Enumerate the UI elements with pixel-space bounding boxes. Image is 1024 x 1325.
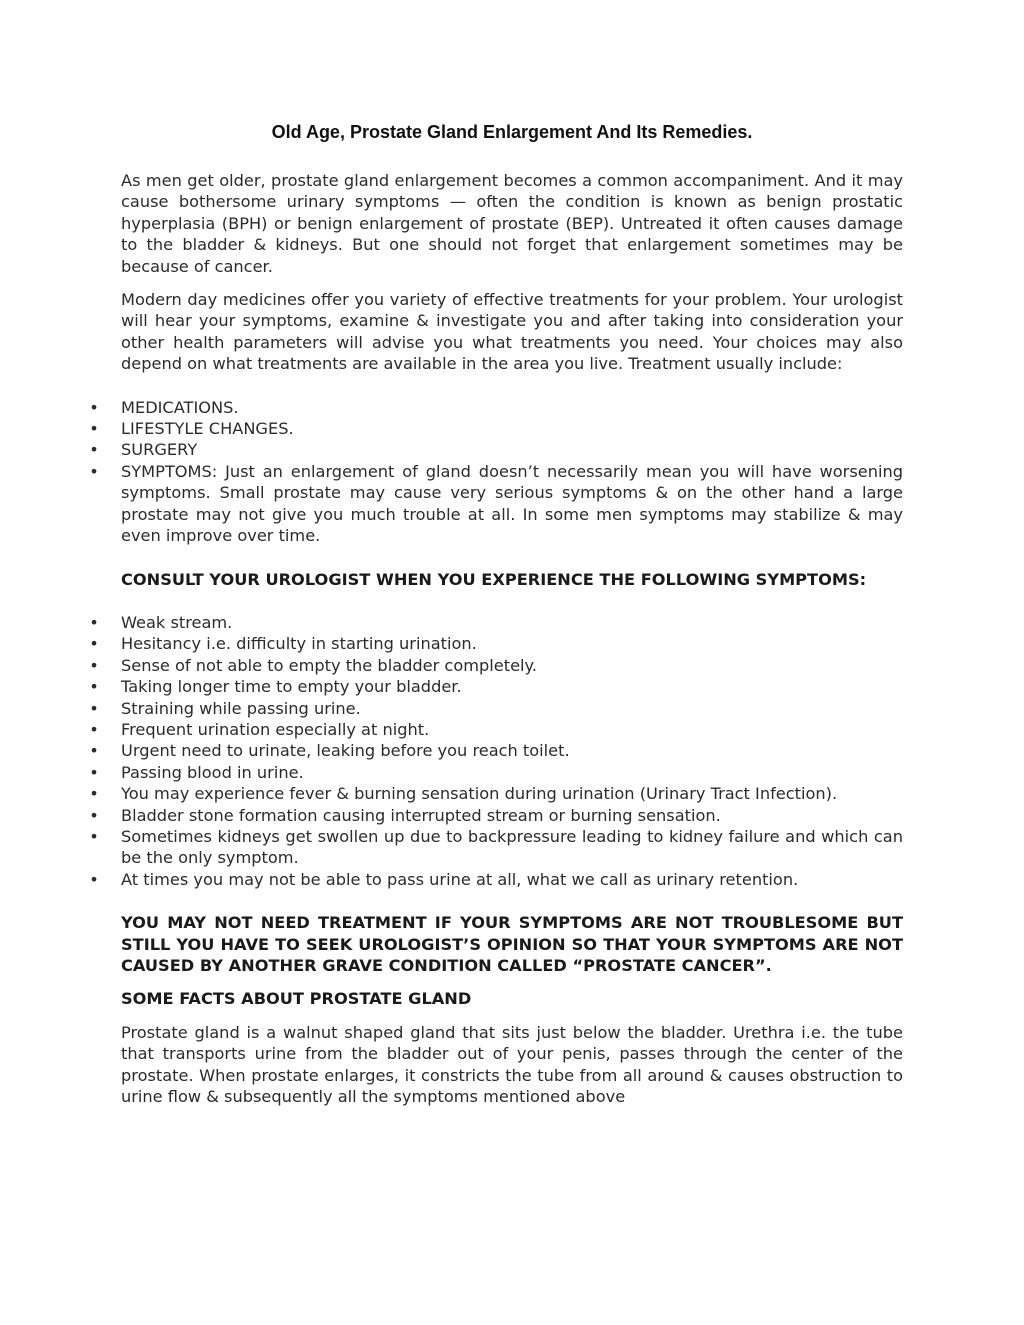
list-item [89, 719, 903, 740]
bullet-icon: • [89, 440, 99, 460]
list-item-text: Frequent urination especially at night. [121, 719, 430, 739]
list-item-text: LIFESTYLE CHANGES. [121, 419, 294, 439]
symptom-list [89, 612, 903, 890]
document-body [89, 170, 903, 1107]
bullet-icon: • [89, 655, 99, 675]
bullet-icon: • [89, 719, 99, 739]
bullet-icon: • [89, 461, 99, 481]
list-item [89, 655, 903, 676]
list-item-text: Hesitancy i.e. difficulty in starting urination. [121, 634, 477, 654]
list-item [89, 869, 903, 890]
list-item-text: Taking longer time to empty your bladder. [121, 677, 462, 697]
bullet-icon: • [89, 805, 99, 825]
list-item-text: At times you may not be able to pass urine at all, what we call as urinary retention. [121, 869, 799, 889]
list-item [89, 676, 903, 697]
list-item-text: Sometimes kidneys get swollen up due to backpressure leading to kidney failure and which can be the only symptom. [121, 826, 903, 868]
list-item-text: Passing blood in urine. [121, 762, 304, 782]
bullet-icon: • [89, 698, 99, 718]
list-item [89, 633, 903, 654]
facts-paragraph: Prostate gland is a walnut shaped gland that sits just below the bladder. Urethra i.e. the tube that transports urine from the bladder out of your penis, passes through the center of the prostate. When prostate enlarges, it constricts the tube from all around & causes obstruction to urine flow & subsequently all the symptoms mentioned above [121, 1022, 903, 1107]
bullet-icon: • [89, 612, 99, 632]
bullet-icon: • [89, 419, 99, 439]
bullet-icon: • [89, 741, 99, 761]
bullet-icon: • [89, 397, 99, 417]
bullet-icon: • [89, 762, 99, 782]
list-item-text: Bladder stone formation causing interrupted stream or burning sensation. [121, 805, 721, 825]
list-item-text: You may experience fever & burning sensation during urination (Urinary Tract Infection). [121, 784, 838, 804]
bullet-icon: • [89, 826, 99, 846]
intro-paragraph: As men get older, prostate gland enlargement becomes a common accompaniment. And it may cause bothersome urinary symptoms — often the condition is known as benign prostatic hyperplasia (BPH) or benign enlargement of prostate (BEP). Untreated it often causes damage to the bladder & kidneys. But one should not forget that enlargement sometimes may be because of cancer. [121, 171, 903, 276]
consult-heading: CONSULT YOUR UROLOGIST WHEN YOU EXPERIENCE THE FOLLOWING SYMPTOMS: [121, 569, 867, 589]
list-item [89, 461, 903, 547]
facts-heading: SOME FACTS ABOUT PROSTATE GLAND [121, 989, 472, 1009]
warning-heading: YOU MAY NOT NEED TREATMENT IF YOUR SYMPTOMS ARE NOT TROUBLESOME BUT STILL YOU HAVE TO SEEK UROLOGIST’S OPINION SO THAT YOUR SYMPTOMS ARE NOT CAUSED BY ANOTHER GRAVE CONDITION CALLED “PROSTATE CANCER”. [121, 913, 903, 975]
document-title: Old Age, Prostate Gland Enlargement And Its Remedies. [271, 122, 753, 142]
treatment-paragraph: Modern day medicines offer you variety of effective treatments for your problem. Your urologist will hear your symptoms, examine & investigate you and after taking into consideration your other health parameters will advise you what treatments you need. Your choices may also depend on what treatments are available in the area you live. Treatment usually include: [121, 290, 903, 374]
treatment-list [89, 397, 903, 547]
bullet-icon: • [89, 677, 99, 697]
list-item [89, 612, 903, 633]
list-item [89, 698, 903, 719]
list-item [89, 740, 903, 761]
list-item-text: Sense of not able to empty the bladder completely. [121, 655, 537, 675]
list-item-text: Urgent need to urinate, leaking before you reach toilet. [121, 741, 570, 761]
list-item-text: Weak stream. [121, 612, 233, 632]
list-item [89, 826, 903, 869]
list-item [89, 439, 903, 460]
list-item-text: SURGERY [121, 440, 198, 460]
list-item-text: SYMPTOMS: Just an enlargement of gland doesn’t necessarily mean you will have worsening symptoms. Small prostate may cause very serious symptoms & on the other hand a large prostate may not give you much trouble at all. In some men symptoms may stabilize & may even improve over time. [121, 461, 903, 546]
bullet-icon: • [89, 869, 99, 889]
list-item-text: MEDICATIONS. [121, 397, 239, 417]
list-item [89, 805, 903, 826]
list-item [89, 762, 903, 783]
list-item [89, 783, 903, 804]
list-item [89, 418, 903, 439]
list-item-text: Straining while passing urine. [121, 698, 361, 718]
list-item [89, 397, 903, 418]
bullet-icon: • [89, 784, 99, 804]
bullet-icon: • [89, 634, 99, 654]
